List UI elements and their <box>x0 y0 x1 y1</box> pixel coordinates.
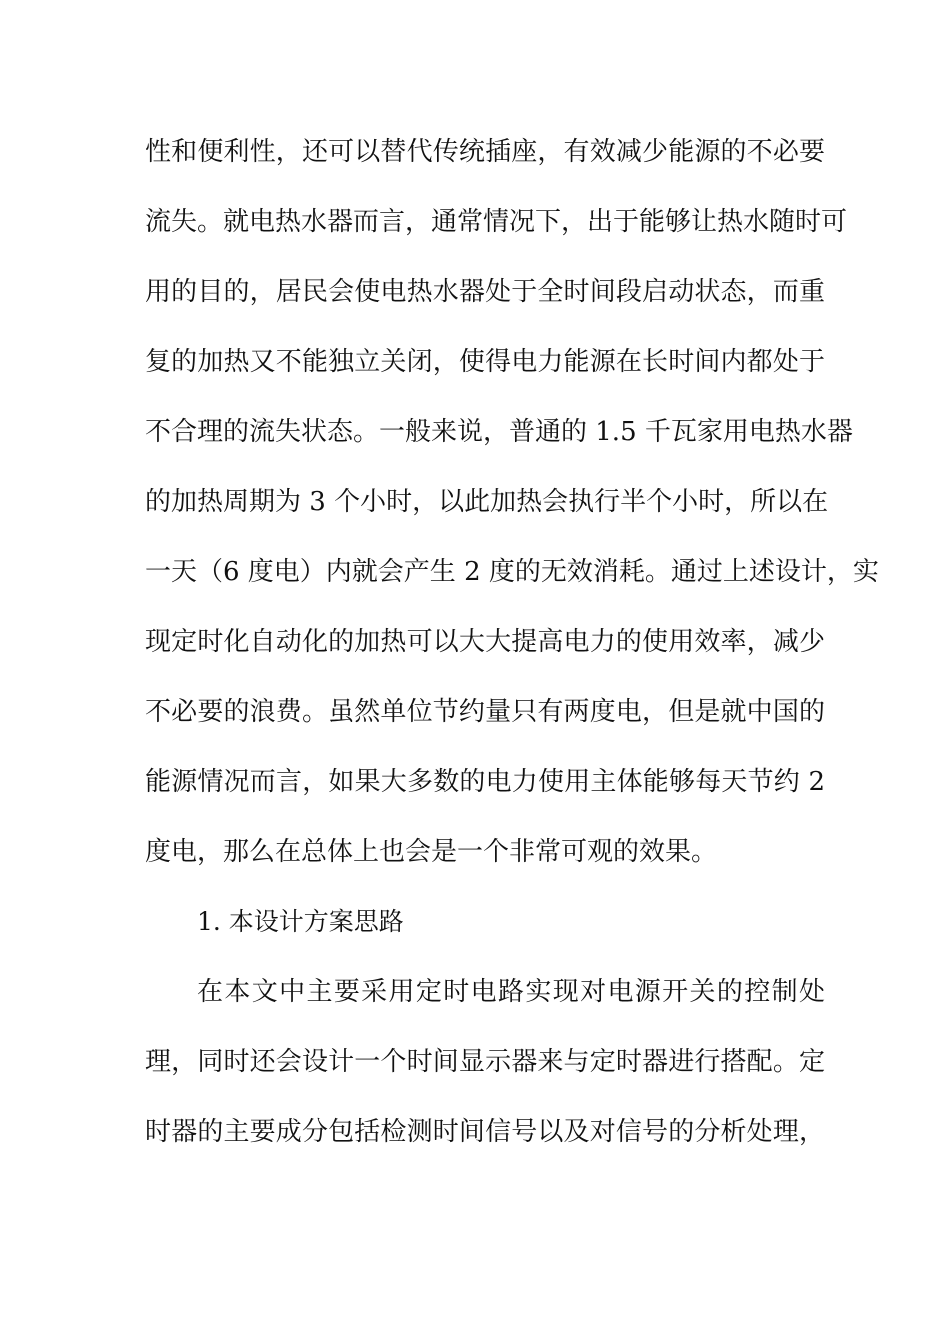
text-line: 复的加热又不能独立关闭，使得电力能源在长时间内都处于 <box>145 347 825 377</box>
text-line: 不必要的浪费。虽然单位节约量只有两度电，但是就中国的 <box>145 697 825 727</box>
text-line: 的加热周期为 3 个小时，以此加热会执行半个小时，所以在 <box>145 487 829 517</box>
text-line: 不合理的流失状态。一般来说，普通的 1.5 千瓦家用电热水器 <box>145 417 853 447</box>
text-line: 能源情况而言，如果大多数的电力使用主体能够每天节约 2 <box>145 767 825 797</box>
text-line: 在本文中主要采用定时电路实现对电源开关的控制处 <box>197 977 825 1007</box>
text-line: 现定时化自动化的加热可以大大提高电力的使用效率，减少 <box>145 627 825 657</box>
section-heading: 1. 本设计方案思路 <box>197 907 404 936</box>
text-line: 用的目的，居民会使电热水器处于全时间段启动状态，而重 <box>145 277 825 307</box>
text-line: 时器的主要成分包括检测时间信号以及对信号的分析处理， <box>145 1117 825 1147</box>
text-line: 度电，那么在总体上也会是一个非常可观的效果。 <box>145 837 718 867</box>
text-line: 理，同时还会设计一个时间显示器来与定时器进行搭配。定 <box>145 1047 825 1077</box>
text-line: 流失。就电热水器而言，通常情况下，出于能够让热水随时可 <box>145 207 848 237</box>
text-line: 一天（6 度电）内就会产生 2 度的无效消耗。通过上述设计，实 <box>145 557 879 587</box>
text-line: 性和便利性，还可以替代传统插座，有效减少能源的不必要 <box>145 137 825 167</box>
